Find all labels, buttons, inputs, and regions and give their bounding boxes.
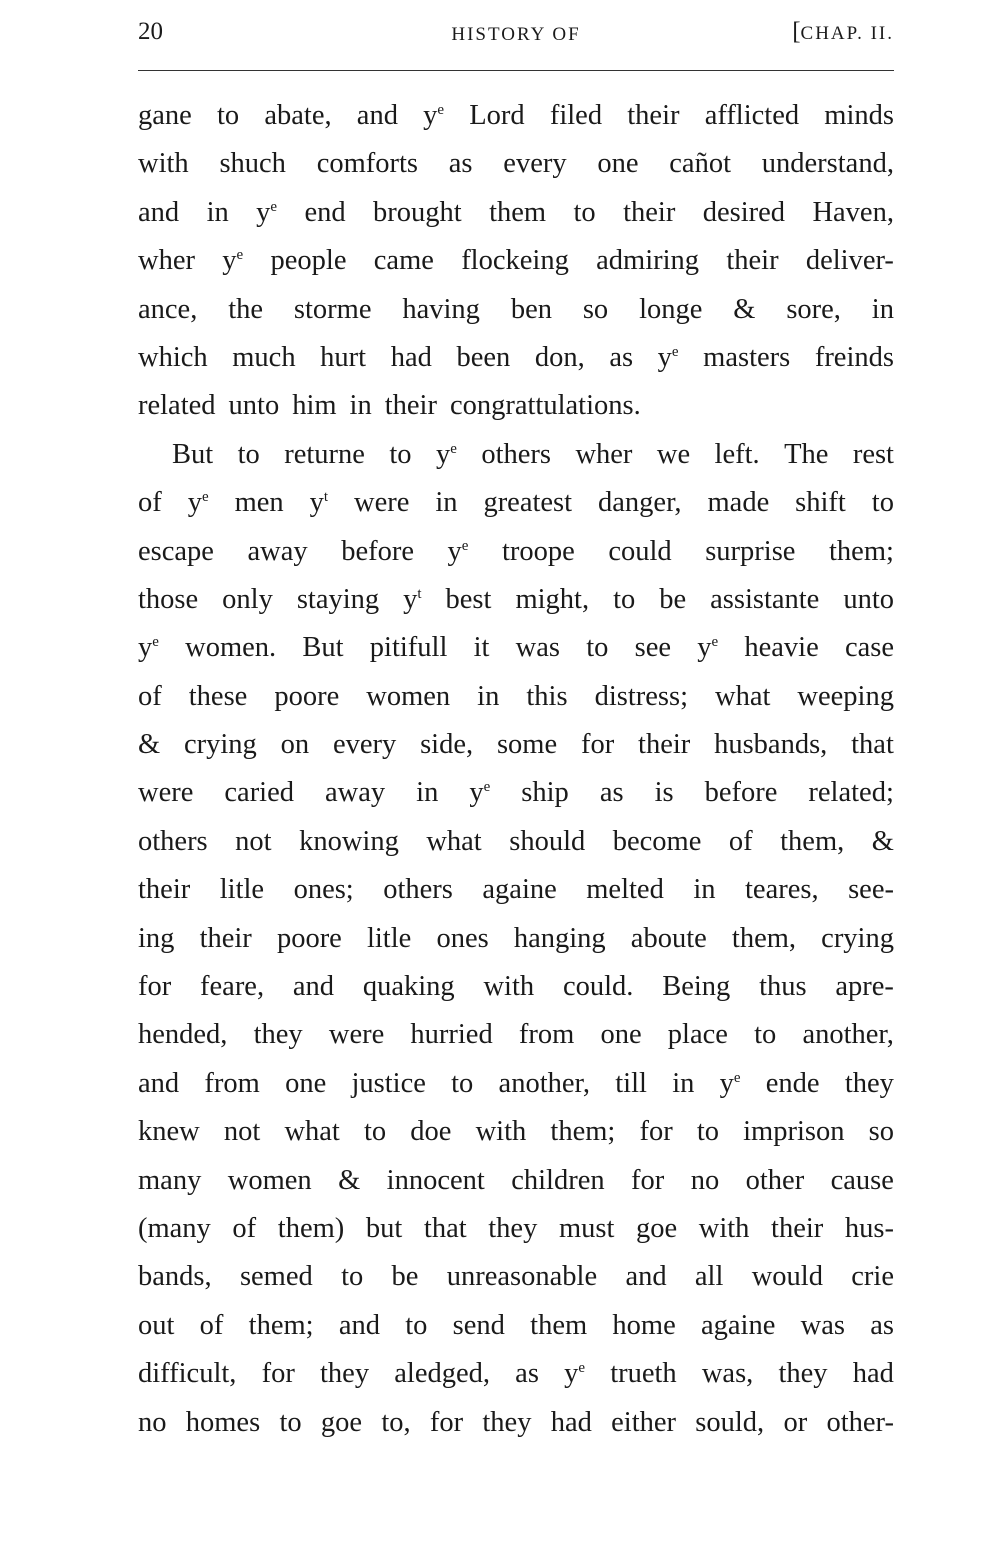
page-number: 20	[138, 18, 163, 45]
chapter-bracket: [	[792, 18, 801, 45]
text-line: their litle ones; others againe melted in teares, see-	[138, 874, 894, 906]
text-line: which much hurt had been don, as $y^e$ masters freinds	[138, 341, 894, 373]
chapter-label: CHAP. II.	[800, 23, 894, 44]
text-line: were caried away in $y^e$ ship as is before related;	[138, 777, 894, 809]
text-line: no homes to goe to, for they had either sould, or other-	[138, 1406, 894, 1438]
text-line: many women & innocent children for no other cause	[138, 1164, 894, 1196]
body-text	[138, 92, 894, 1447]
text-line: of these poore women in this distress; what weeping	[138, 680, 894, 712]
text-line: those only staying $y^t$ best might, to be assistante unto	[138, 583, 894, 615]
text-line: & crying on every side, some for their husbands, that	[138, 729, 894, 761]
text-line: of $y^e$ men $y^t$ were in greatest danger, made shift to	[138, 487, 894, 519]
text-line: gane to abate, and $y^e$ Lord filed their afflicted minds	[138, 100, 894, 131]
text-line: ing their poore litle ones hanging aboute them, crying	[138, 922, 894, 954]
text-line: (many of them) but that they must goe with their hus-	[138, 1212, 894, 1244]
text-line: hended, they were hurried from one place to another,	[138, 1019, 894, 1051]
text-line: out of them; and to send them home againe was as	[138, 1309, 894, 1341]
text-line: knew not what to doe with them; for to imprison so	[138, 1116, 894, 1148]
text-line: ance, the storme having ben so longe & sore, in	[138, 293, 894, 325]
text-line: But to returne to $y^e$ others wher we left. The rest	[172, 438, 894, 470]
text-line: $y^e$ women. But pitifull it was to see $y^e$ heavie case	[138, 632, 894, 664]
header-rule	[138, 70, 894, 71]
running-head	[138, 18, 894, 58]
text-line: wher $y^e$ people came flockeing admiring their deliver-	[138, 245, 894, 277]
text-line: bands, semed to be unreasonable and all would crie	[138, 1261, 894, 1293]
text-line: and in $y^e$ end brought them to their desired Haven,	[138, 196, 894, 228]
text-line: for feare, and quaking with could. Being thus apre-	[138, 971, 894, 1003]
text-line: difficult, for they aledged, as $y^e$ trueth was, they had	[138, 1358, 894, 1390]
text-line: with shuch comforts as every one cañot understand,	[138, 148, 894, 180]
text-line: escape away before $y^e$ troope could surprise them;	[138, 535, 894, 567]
text-line: others not knowing what should become of them, &	[138, 825, 894, 857]
text-line: and from one justice to another, till in $y^e$ ende they	[138, 1067, 894, 1099]
chapter-reference	[792, 18, 894, 46]
text-line: related unto him in their congrattulations.	[138, 390, 641, 422]
running-title: HISTORY OF	[451, 24, 581, 45]
